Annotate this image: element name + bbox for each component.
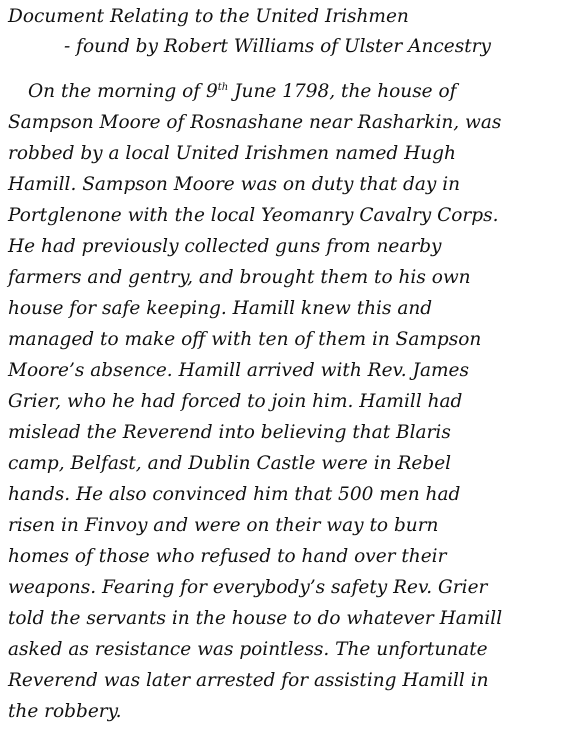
document-title: Document Relating to the United Irishmen bbox=[8, 6, 409, 27]
body-line-13: camp, Belfast, and Dublin Castle were in Rebel bbox=[8, 453, 452, 474]
body-line-18: told the servants in the house to do whatever Hamill bbox=[8, 608, 503, 629]
body-line-20: Reverend was later arrested for assisting Hamill in bbox=[8, 670, 489, 691]
body-line-1-end: June 1798, the house of bbox=[228, 81, 457, 102]
document-body bbox=[8, 76, 576, 727]
body-line-7: farmers and gentry, and brought them to his own bbox=[8, 267, 471, 288]
body-line-10: Moore’s absence. Hamill arrived with Rev. James bbox=[8, 360, 469, 381]
body-line-21: the robbery. bbox=[8, 701, 122, 722]
body-line-2: Sampson Moore of Rosnashane near Rasharkin, was bbox=[8, 112, 502, 133]
body-line-15: risen in Finvoy and were on their way to burn bbox=[8, 515, 439, 536]
body-line-9: managed to make off with ten of them in Sampson bbox=[8, 329, 482, 350]
body-line-16: homes of those who refused to hand over their bbox=[8, 546, 447, 567]
body-line-5: Portglenone with the local Yeomanry Cavalry Corps. bbox=[8, 205, 499, 226]
body-line-1 bbox=[8, 76, 576, 107]
body-line-1-start: On the morning of 9 bbox=[28, 81, 218, 102]
body-line-14: hands. He also convinced him that 500 men had bbox=[8, 484, 461, 505]
body-line-12: mislead the Reverend into believing that Blaris bbox=[8, 422, 451, 443]
body-line-17: weapons. Fearing for everybody’s safety Rev. Grier bbox=[8, 577, 488, 598]
body-line-6: He had previously collected guns from nearby bbox=[8, 236, 442, 257]
body-line-8: house for safe keeping. Hamill knew this and bbox=[8, 298, 433, 319]
body-line-19: asked as resistance was pointless. The unfortunate bbox=[8, 639, 488, 660]
body-line-11: Grier, who he had forced to join him. Hamill had bbox=[8, 391, 463, 412]
body-line-3: robbed by a local United Irishmen named Hugh bbox=[8, 143, 456, 164]
body-line-4: Hamill. Sampson Moore was on duty that day in bbox=[8, 174, 461, 195]
document-subtitle: - found by Robert Williams of Ulster Ancestry bbox=[64, 36, 491, 57]
ordinal-suffix: th bbox=[217, 81, 229, 93]
